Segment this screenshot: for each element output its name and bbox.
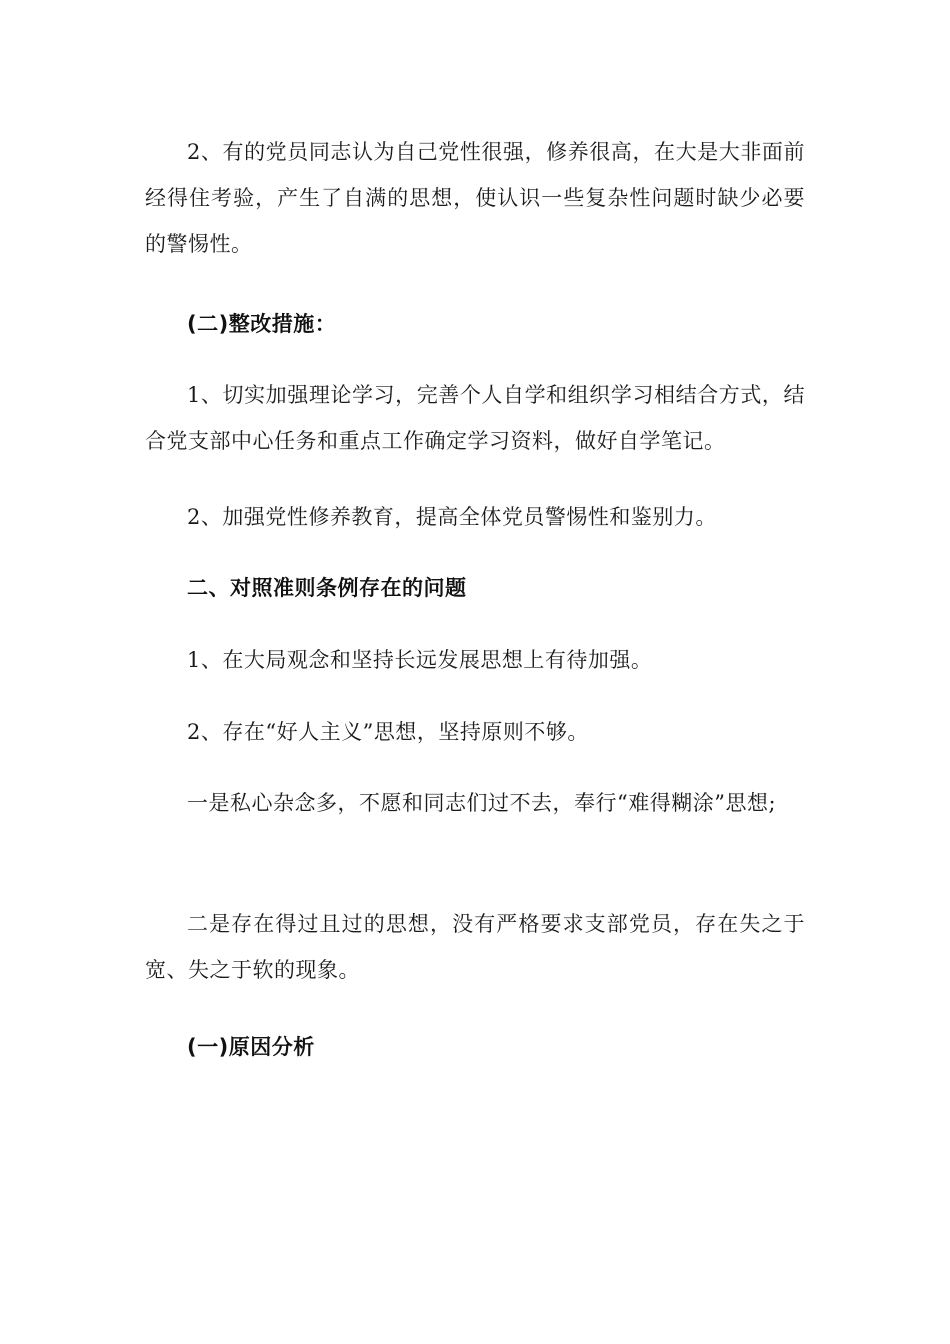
- heading-rectification-measures: (二)整改措施：: [187, 312, 337, 336]
- paragraph-muddling-through: 二是存在得过且过的思想，没有严格要求支部党员，存在失之于宽、失之于软的现象。: [145, 912, 805, 982]
- heading-problems-against-guidelines: 二、对照准则条例存在的问题: [187, 576, 467, 600]
- paragraph-nice-guy-mentality: 2、存在“好人主义”思想，坚持原则不够。: [187, 720, 589, 744]
- paragraph-overall-view: 1、在大局观念和坚持长远发展思想上有待加强。: [187, 648, 653, 672]
- paragraph-theory-study: 1、切实加强理论学习，完善个人自学和组织学习相结合方式，结合党支部中心任务和重点工作确定学习资料，做好自学笔记。: [145, 383, 805, 453]
- heading-cause-analysis: (一)原因分析: [187, 1035, 315, 1059]
- paragraph-party-spirit-education: 2、加强党性修养教育，提高全体党员警惕性和鉴别力。: [187, 505, 717, 529]
- paragraph-selfish-thoughts: 一是私心杂念多，不愿和同志们过不去，奉行“难得糊涂”思想;: [187, 791, 777, 815]
- paragraph-self-satisfaction: 2、有的党员同志认为自己党性很强，修养很高，在大是大非面前经得住考验，产生了自满的思想，使认识一些复杂性问题时缺少必要的警惕性。: [145, 140, 805, 256]
